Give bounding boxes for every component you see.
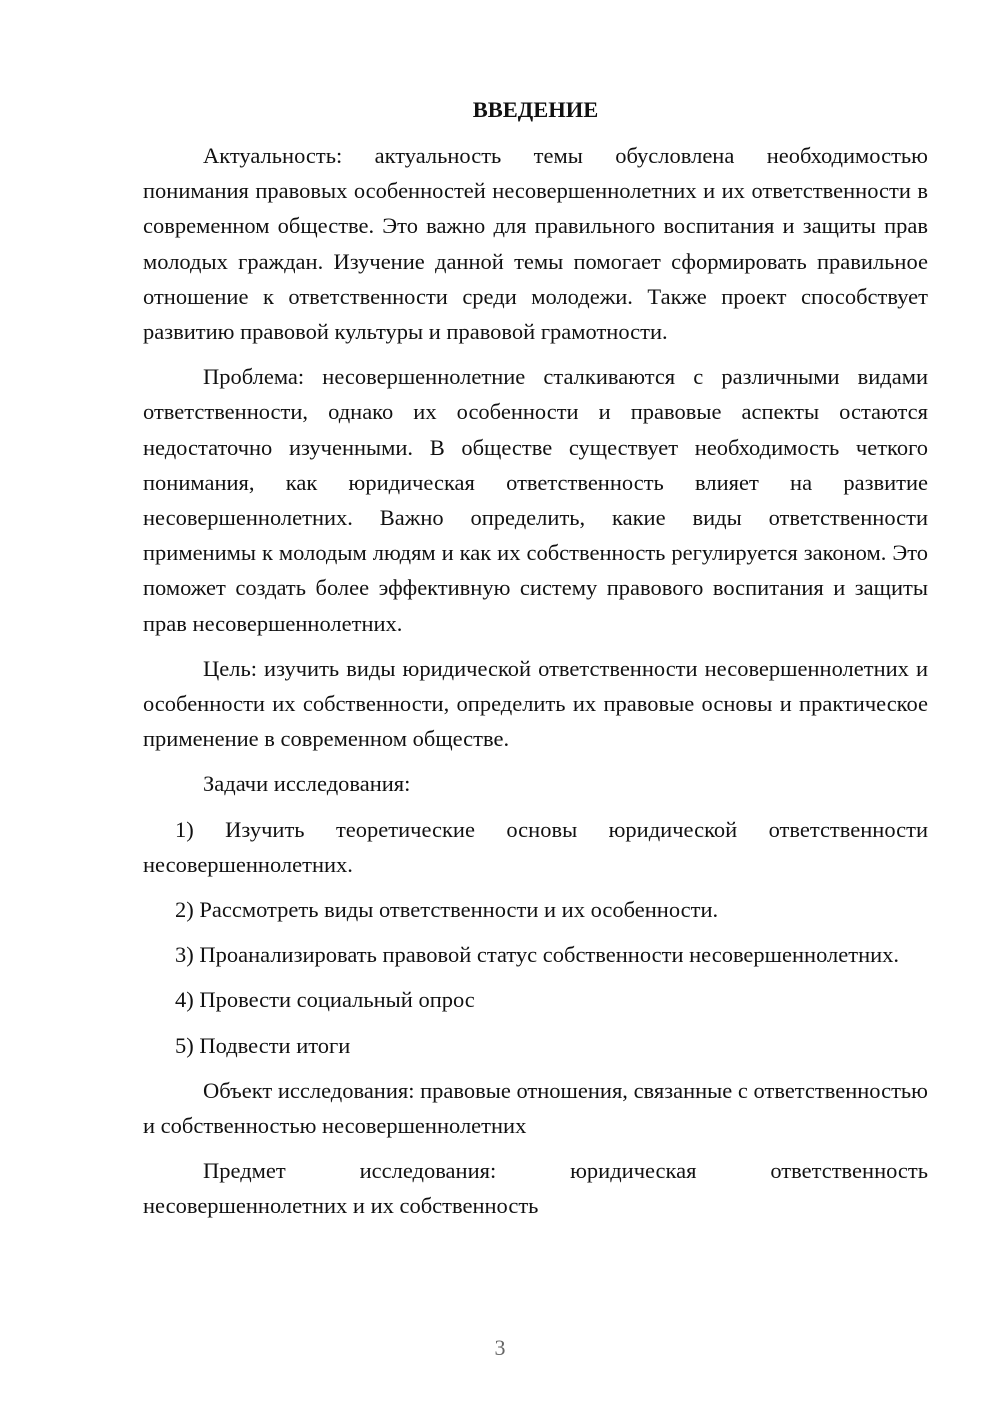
section-title: ВВЕДЕНИЕ bbox=[472, 97, 599, 122]
tasks-list bbox=[143, 812, 928, 1063]
page-number: 3 bbox=[494, 1335, 506, 1360]
task-item-3: 3) Проанализировать правовой статус собственности несовершеннолетних. bbox=[175, 942, 900, 968]
task-item-2: 2) Рассмотреть виды ответственности и их особенности. bbox=[175, 897, 719, 923]
object-paragraph: Объект исследования: правовые отношения, связанные с ответственностью и собственностью несовершеннолетних bbox=[143, 1077, 928, 1139]
goal-paragraph: Цель: изучить виды юридической ответственности несовершеннолетних и особенности их собственности, определить их правовые основы и практическое применение в современном обществе. bbox=[143, 655, 928, 752]
task-item-5: 5) Подвести итоги bbox=[175, 1032, 351, 1058]
relevance-paragraph: Актуальность: актуальность темы обусловлена необходимостью понимания правовых особенностей несовершеннолетних и их ответственности в современном обществе. Это важно для правильного воспитания и защиты прав молодых граждан. Изучение данной темы помогает сформировать правильное отношение к ответственности среди молодежи. Также проект способствует развитию правовой культуры и правовой грамотности. bbox=[143, 143, 928, 345]
subject-paragraph: Предмет исследования: юридическая ответственность несовершеннолетних и их собственность bbox=[143, 1158, 928, 1219]
tasks-heading: Задачи исследования: bbox=[203, 771, 411, 797]
task-item-4: 4) Провести социальный опрос bbox=[175, 987, 475, 1013]
task-item-1: 1) Изучить теоретические основы юридической ответственности несовершеннолетних. bbox=[143, 816, 928, 877]
problem-paragraph: Проблема: несовершеннолетние сталкиваются с различными видами ответственности, однако их особенности и правовые аспекты остаются недостаточно изученными. В обществе существует необходимость четкого понимания, как юридическая ответственность влияет на развитие несовершеннолетних. Важно определить, какие виды ответственности применимы к молодым людям и как их собственность регулируется законом. Это поможет создать более эффективную систему правового воспитания и защиты прав несовершеннолетних. bbox=[143, 364, 928, 636]
